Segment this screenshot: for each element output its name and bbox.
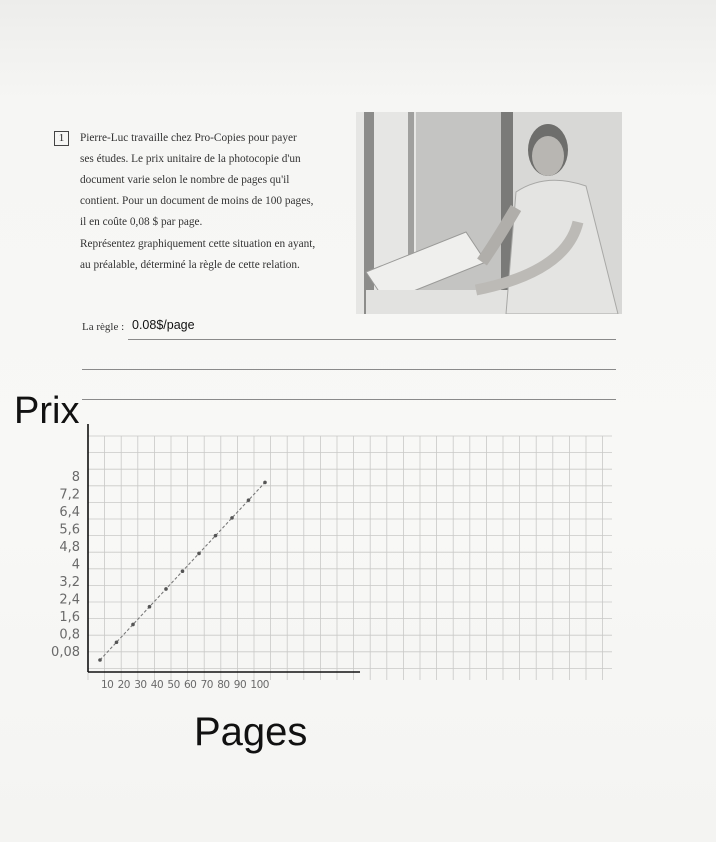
y-axis-title: Prix bbox=[14, 390, 80, 432]
data-point bbox=[247, 498, 251, 502]
x-tick-label: 10 bbox=[101, 679, 114, 691]
x-tick-label: 40 bbox=[150, 679, 164, 691]
data-point bbox=[230, 516, 234, 520]
text-line: il en coûte 0,08 $ par page. bbox=[80, 216, 203, 228]
x-tick-label: 90 bbox=[233, 679, 247, 691]
x-tick-label: 20 bbox=[117, 679, 130, 691]
y-tick-label: 0,8 bbox=[59, 627, 80, 643]
x-tick-label: 50 bbox=[167, 679, 180, 691]
x-tick-label: 80 bbox=[217, 679, 230, 691]
y-tick-label: 5,6 bbox=[59, 522, 80, 538]
data-point bbox=[214, 534, 218, 538]
y-tick-label: 2,4 bbox=[59, 592, 80, 608]
rule-label: La règle : bbox=[82, 321, 125, 333]
y-tick-label: 6,4 bbox=[59, 505, 80, 520]
x-tick-labels bbox=[101, 679, 269, 691]
x-axis-title: Pages bbox=[194, 710, 308, 754]
text-line: contient. Pour un document de moins de 100 pages, bbox=[80, 195, 314, 207]
y-tick-label: 8 bbox=[71, 470, 80, 485]
question-number: 1 bbox=[54, 131, 69, 146]
data-point bbox=[181, 569, 185, 573]
data-point bbox=[98, 658, 102, 662]
grid bbox=[88, 436, 612, 680]
data-point bbox=[148, 605, 152, 609]
x-tick-label: 30 bbox=[134, 679, 147, 691]
x-tick-label: 60 bbox=[184, 679, 197, 691]
text-line: au préalable, déterminé la règle de cette relation. bbox=[80, 259, 300, 271]
x-tick-label: 70 bbox=[200, 679, 213, 691]
text-line: Pierre-Luc travaille chez Pro-Copies pour payer bbox=[80, 132, 297, 144]
y-tick-label: 4 bbox=[71, 557, 80, 573]
text-line: Représentez graphiquement cette situation en ayant, bbox=[80, 238, 316, 250]
data-point bbox=[131, 623, 135, 627]
y-tick-label: 1,6 bbox=[59, 610, 80, 625]
data-point bbox=[197, 552, 201, 556]
y-tick-labels bbox=[51, 470, 80, 660]
data-point bbox=[263, 481, 267, 485]
x-tick-label: 100 bbox=[250, 679, 269, 691]
text-line: ses études. Le prix unitaire de la photocopie d'un bbox=[80, 153, 301, 165]
y-tick-label: 3,2 bbox=[59, 575, 80, 590]
text-line: document varie selon le nombre de pages qu'il bbox=[80, 174, 290, 186]
data-point bbox=[164, 587, 168, 591]
rule-answer: 0.08$/page bbox=[132, 318, 195, 332]
data-point bbox=[115, 640, 119, 644]
y-tick-label: 7,2 bbox=[59, 487, 80, 503]
y-tick-label: 0,08 bbox=[51, 645, 80, 660]
y-tick-label: 4,8 bbox=[59, 540, 80, 555]
